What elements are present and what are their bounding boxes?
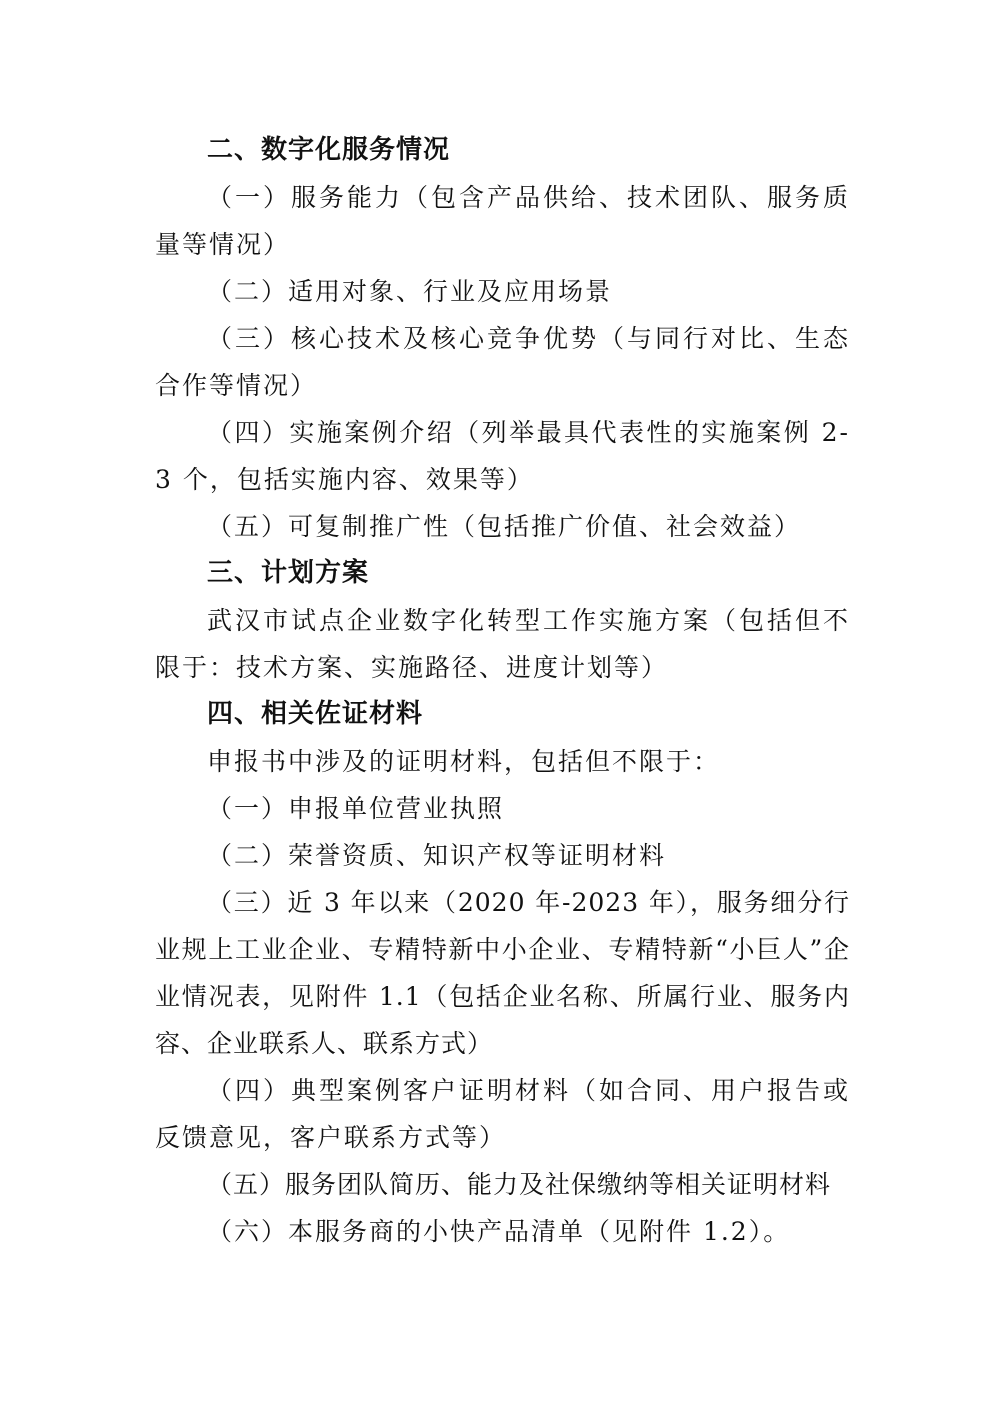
paragraph-customer-proof: （四）典型案例客户证明材料（如合同、用户报告或反馈意见，客户联系方式等） <box>155 1076 850 1152</box>
paragraph-replicability: （五）可复制推广性（包括推广价值、社会效益） <box>207 512 802 541</box>
section-heading-plan: 三、计划方案 <box>207 558 370 588</box>
paragraph-team-resume: （五）服务团队简历、能力及社保缴纳等相关证明材料 <box>207 1170 832 1199</box>
paragraph-product-list: （六）本服务商的小快产品清单（见附件 1.2）。 <box>207 1217 791 1246</box>
paragraph-core-technology: （三）核心技术及核心竞争优势（与同行对比、生态合作等情况） <box>155 324 850 400</box>
paragraph-honors-ip: （二）荣誉资质、知识产权等证明材料 <box>207 841 667 870</box>
paragraph-business-license: （一）申报单位营业执照 <box>207 794 505 823</box>
section-heading-supporting-materials: 四、相关佐证材料 <box>207 699 424 729</box>
paragraph-implementation-plan: 武汉市试点企业数字化转型工作实施方案（包括但不限于：技术方案、实施路径、进度计划等） <box>155 606 850 682</box>
paragraph-applicable-scenarios: （二）适用对象、行业及应用场景 <box>207 277 613 306</box>
paragraph-enterprise-table: （三）近 3 年以来（2020 年-2023 年），服务细分行业规上工业企业、专精特新中小企业、专精特新“小巨人”企业情况表，见附件 1.1（包括企业名称、所属行业、服务内容、企业联系人、联系方式） <box>155 888 850 1058</box>
document-body <box>155 127 850 1255</box>
paragraph-implementation-cases: （四）实施案例介绍（列举最具代表性的实施案例 2-3 个，包括实施内容、效果等） <box>155 418 850 494</box>
paragraph-materials-intro: 申报书中涉及的证明材料，包括但不限于： <box>207 747 721 776</box>
paragraph-service-capability: （一）服务能力（包含产品供给、技术团队、服务质量等情况） <box>155 183 850 259</box>
section-heading-digital-services: 二、数字化服务情况 <box>207 135 451 165</box>
